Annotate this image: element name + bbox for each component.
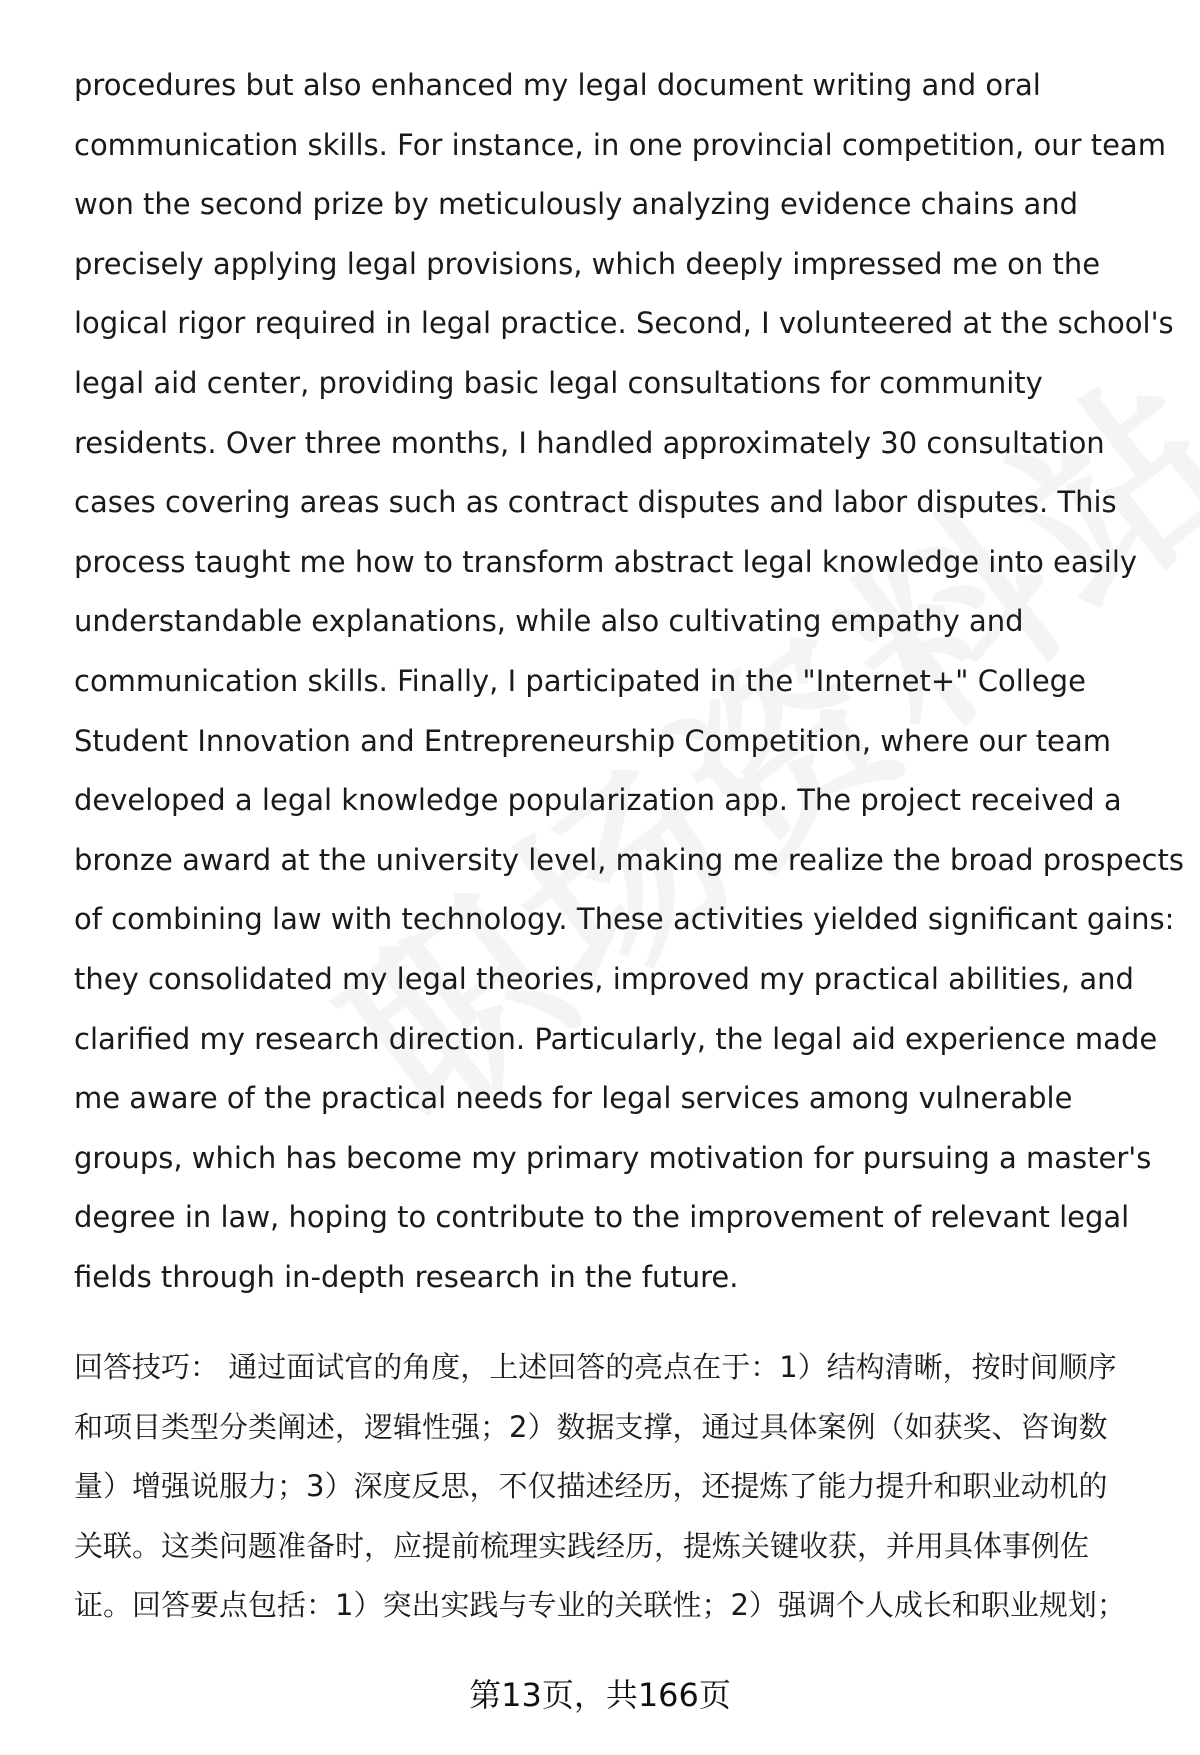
answer-line: cases covering areas such as contract disputes and labor disputes. This (74, 485, 1117, 520)
answer-line: understandable explanations, while also cultivating empathy and (74, 604, 1024, 639)
answer-line: process taught me how to transform abstract legal knowledge into easily (74, 544, 1138, 579)
answer-line: legal aid center, providing basic legal consultations for community (74, 365, 1043, 400)
page-number: 第13页，共166页 (469, 1676, 731, 1714)
answer-line: logical rigor required in legal practice. Second, I volunteered at the school's (74, 306, 1174, 341)
answer-line: residents. Over three months, I handled approximately 30 consultation (74, 425, 1105, 460)
tips-line: 证。回答要点包括：1）突出实践与专业的关联性；2）强调个人成长和职业规划； (74, 1588, 1126, 1622)
tips-line: 和项目类型分类阐述，逻辑性强；2）数据支撑，通过具体案例（如获奖、咨询数 (74, 1409, 1108, 1444)
answer-line: bronze award at the university level, making me realize the broad prospects (74, 842, 1184, 877)
answer-line: me aware of the practical needs for legal services among vulnerable (74, 1081, 1073, 1116)
answer-paragraph (74, 56, 1184, 1307)
answer-line: precisely applying legal provisions, which deeply impressed me on the (74, 246, 1101, 281)
tips-line: 量）增强说服力；3）深度反思，不仅描述经历，还提炼了能力提升和职业动机的 (74, 1469, 1108, 1503)
answer-line: communication skills. Finally, I participated in the "Internet+" College (74, 663, 1086, 698)
answer-line: they consolidated my legal theories, improved my practical abilities, and (74, 961, 1134, 996)
tips-line: 关联。这类问题准备时，应提前梳理实践经历，提炼关键收获，并用具体事例佐 (74, 1528, 1090, 1563)
answer-line: won the second prize by meticulously analyzing evidence chains and (74, 187, 1079, 222)
answer-line: communication skills. For instance, in one provincial competition, our team (74, 127, 1166, 162)
answer-line: clarified my research direction. Particularly, the legal aid experience made (74, 1021, 1158, 1056)
answer-line: groups, which has become my primary motivation for pursuing a master's (74, 1140, 1152, 1175)
answer-line: degree in law, hoping to contribute to the improvement of relevant legal (74, 1200, 1130, 1235)
answer-line: procedures but also enhanced my legal document writing and oral (74, 68, 1041, 102)
answer-line: developed a legal knowledge popularization app. The project received a (74, 783, 1122, 818)
answer-line: Student Innovation and Entrepreneurship Competition, where our team (74, 723, 1112, 758)
answer-line: of combining law with technology. These activities yielded significant gains: (74, 902, 1175, 937)
answer-line: fields through in-depth research in the future. (74, 1259, 739, 1294)
answer-tips-paragraph (74, 1338, 1154, 1636)
tips-line: 回答技巧： 通过面试官的角度，上述回答的亮点在于：1）结构清晰，按时间顺序 (74, 1350, 1117, 1384)
